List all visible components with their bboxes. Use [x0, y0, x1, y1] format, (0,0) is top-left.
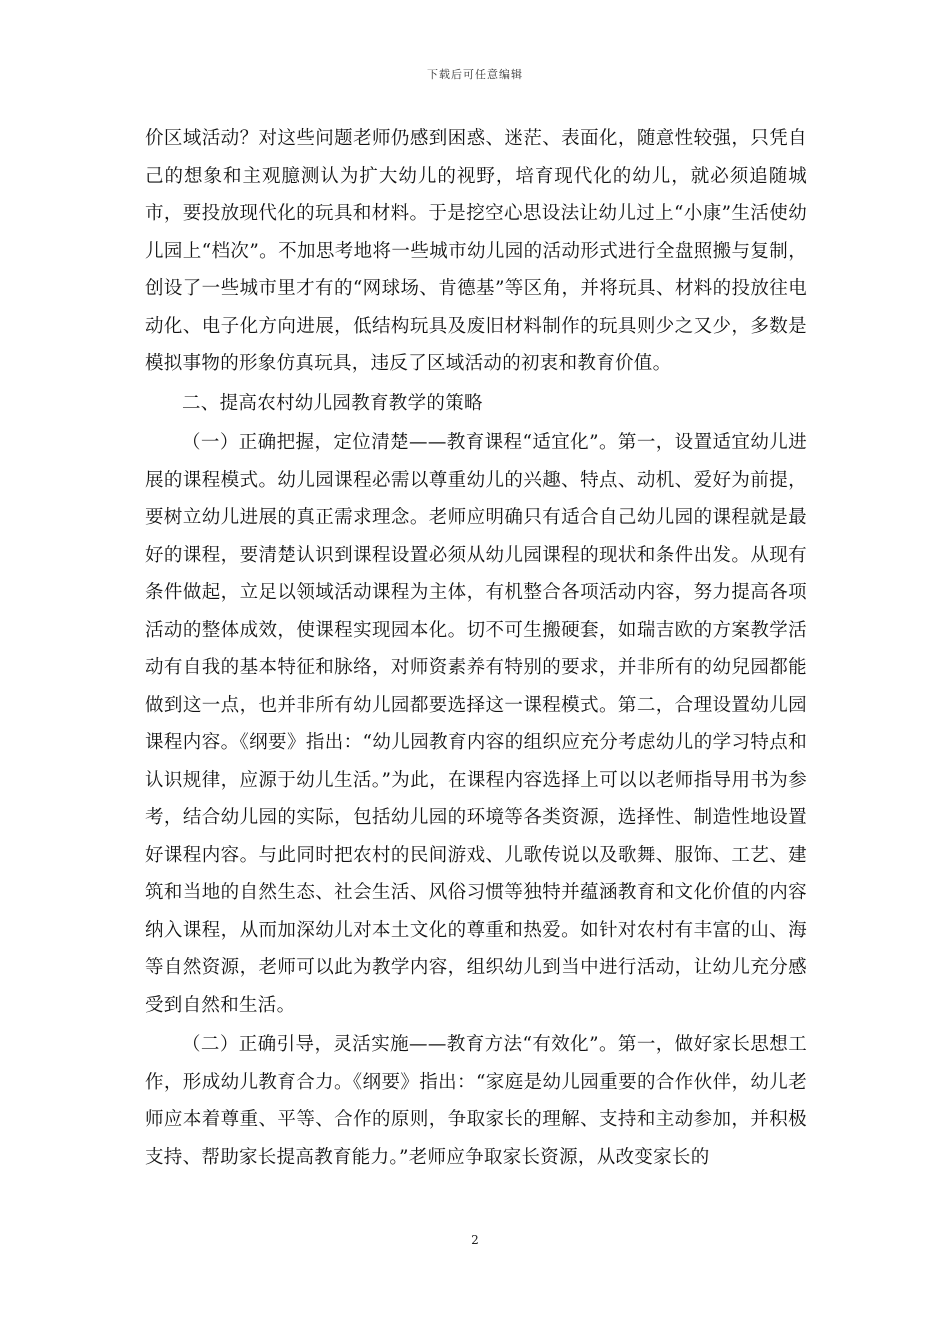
paragraph-strategy-one: （一）正确把握，定位清楚——教育课程“适宜化”。第一，设置适宜幼儿进展的课程模式。幼儿园课程必需以尊重幼儿的兴趣、特点、动机、爱好为前提，要树立幼儿进展的真正需求理念。老师应明确只有适合自己幼儿园的课程就是最好的课程，要清楚认识到课程设置必须从幼儿园课程的现状和条件出发。从现有条件做起，立足以领域活动课程为主体，有机整合各项活动内容，努力提高各项活动的整体成效，使课程实现园本化。切不可生搬硬套，如瑞吉欧的方案教学活动有自我的基本特征和脉络，对师资素养有特别的要求，并非所有的幼兒园都能做到这一点，也并非所有幼儿园都要选择这一课程模式。第二，合理设置幼儿园课程内容。《纲要》指出：“幼儿园教育内容的组织应充分考虑幼儿的学习特点和认识规律，应源于幼儿生活。”为此，在课程内容选择上可以以老师指导用书为参考，结合幼儿园的实际，包括幼儿园的环境等各类资源，选择性、制造性地设置好课程内容。与此同时把农村的民间游戏、儿歌传说以及歌舞、服饰、工艺、建筑和当地的自然生态、社会生活、风俗习惯等独特并蕴涵教育和文化价值的内容纳入课程，从而加深幼儿对本土文化的尊重和热爱。如针对农村有丰富的山、海等自然资源，老师可以此为教学内容，组织幼儿到当中进行活动，让幼儿充分感受到自然和生活。 — [145, 432, 807, 1016]
paragraph-continuation: 价区域活动？对这些问题老师仍感到困惑、迷茫、表面化，随意性较强，只凭自己的想象和主观臆测认为扩大幼儿的视野，培育现代化的幼儿，就必须追随城市，要投放现代化的玩具和材料。于是挖空心思设法让幼儿过上“小康”生活使幼儿园上“档次”。不加思考地将一些城市幼儿园的活动形式进行全盘照搬与复制，创设了一些城市里才有的“网球场、肯德基”等区角，并将玩具、材料的投放往电动化、电子化方向进展，低结构玩具及废旧材料制作的玩具则少之又少，多数是模拟事物的形象仿真玩具，违反了区域活动的初衷和教育价值。 — [145, 128, 807, 374]
page-header: 下载后可任意编辑 — [427, 68, 523, 81]
paragraph-strategy-two: （二）正确引导，灵活实施——教育方法“有效化”。第一，做好家长思想工作，形成幼儿教育合力。《纲要》指出：“家庭是幼儿园重要的合作伙伴，幼儿老师应本着尊重、平等、合作的原则，争取家长的理解、支持和主动参加，并积极支持、帮助家长提高教育能力。”老师应争取家长资源，从改变家长的 — [145, 1034, 807, 1168]
page-number: 2 — [471, 1233, 479, 1247]
document-body — [145, 120, 807, 1176]
section-heading: 二、提高农村幼儿园教育教学的策略 — [182, 392, 483, 414]
